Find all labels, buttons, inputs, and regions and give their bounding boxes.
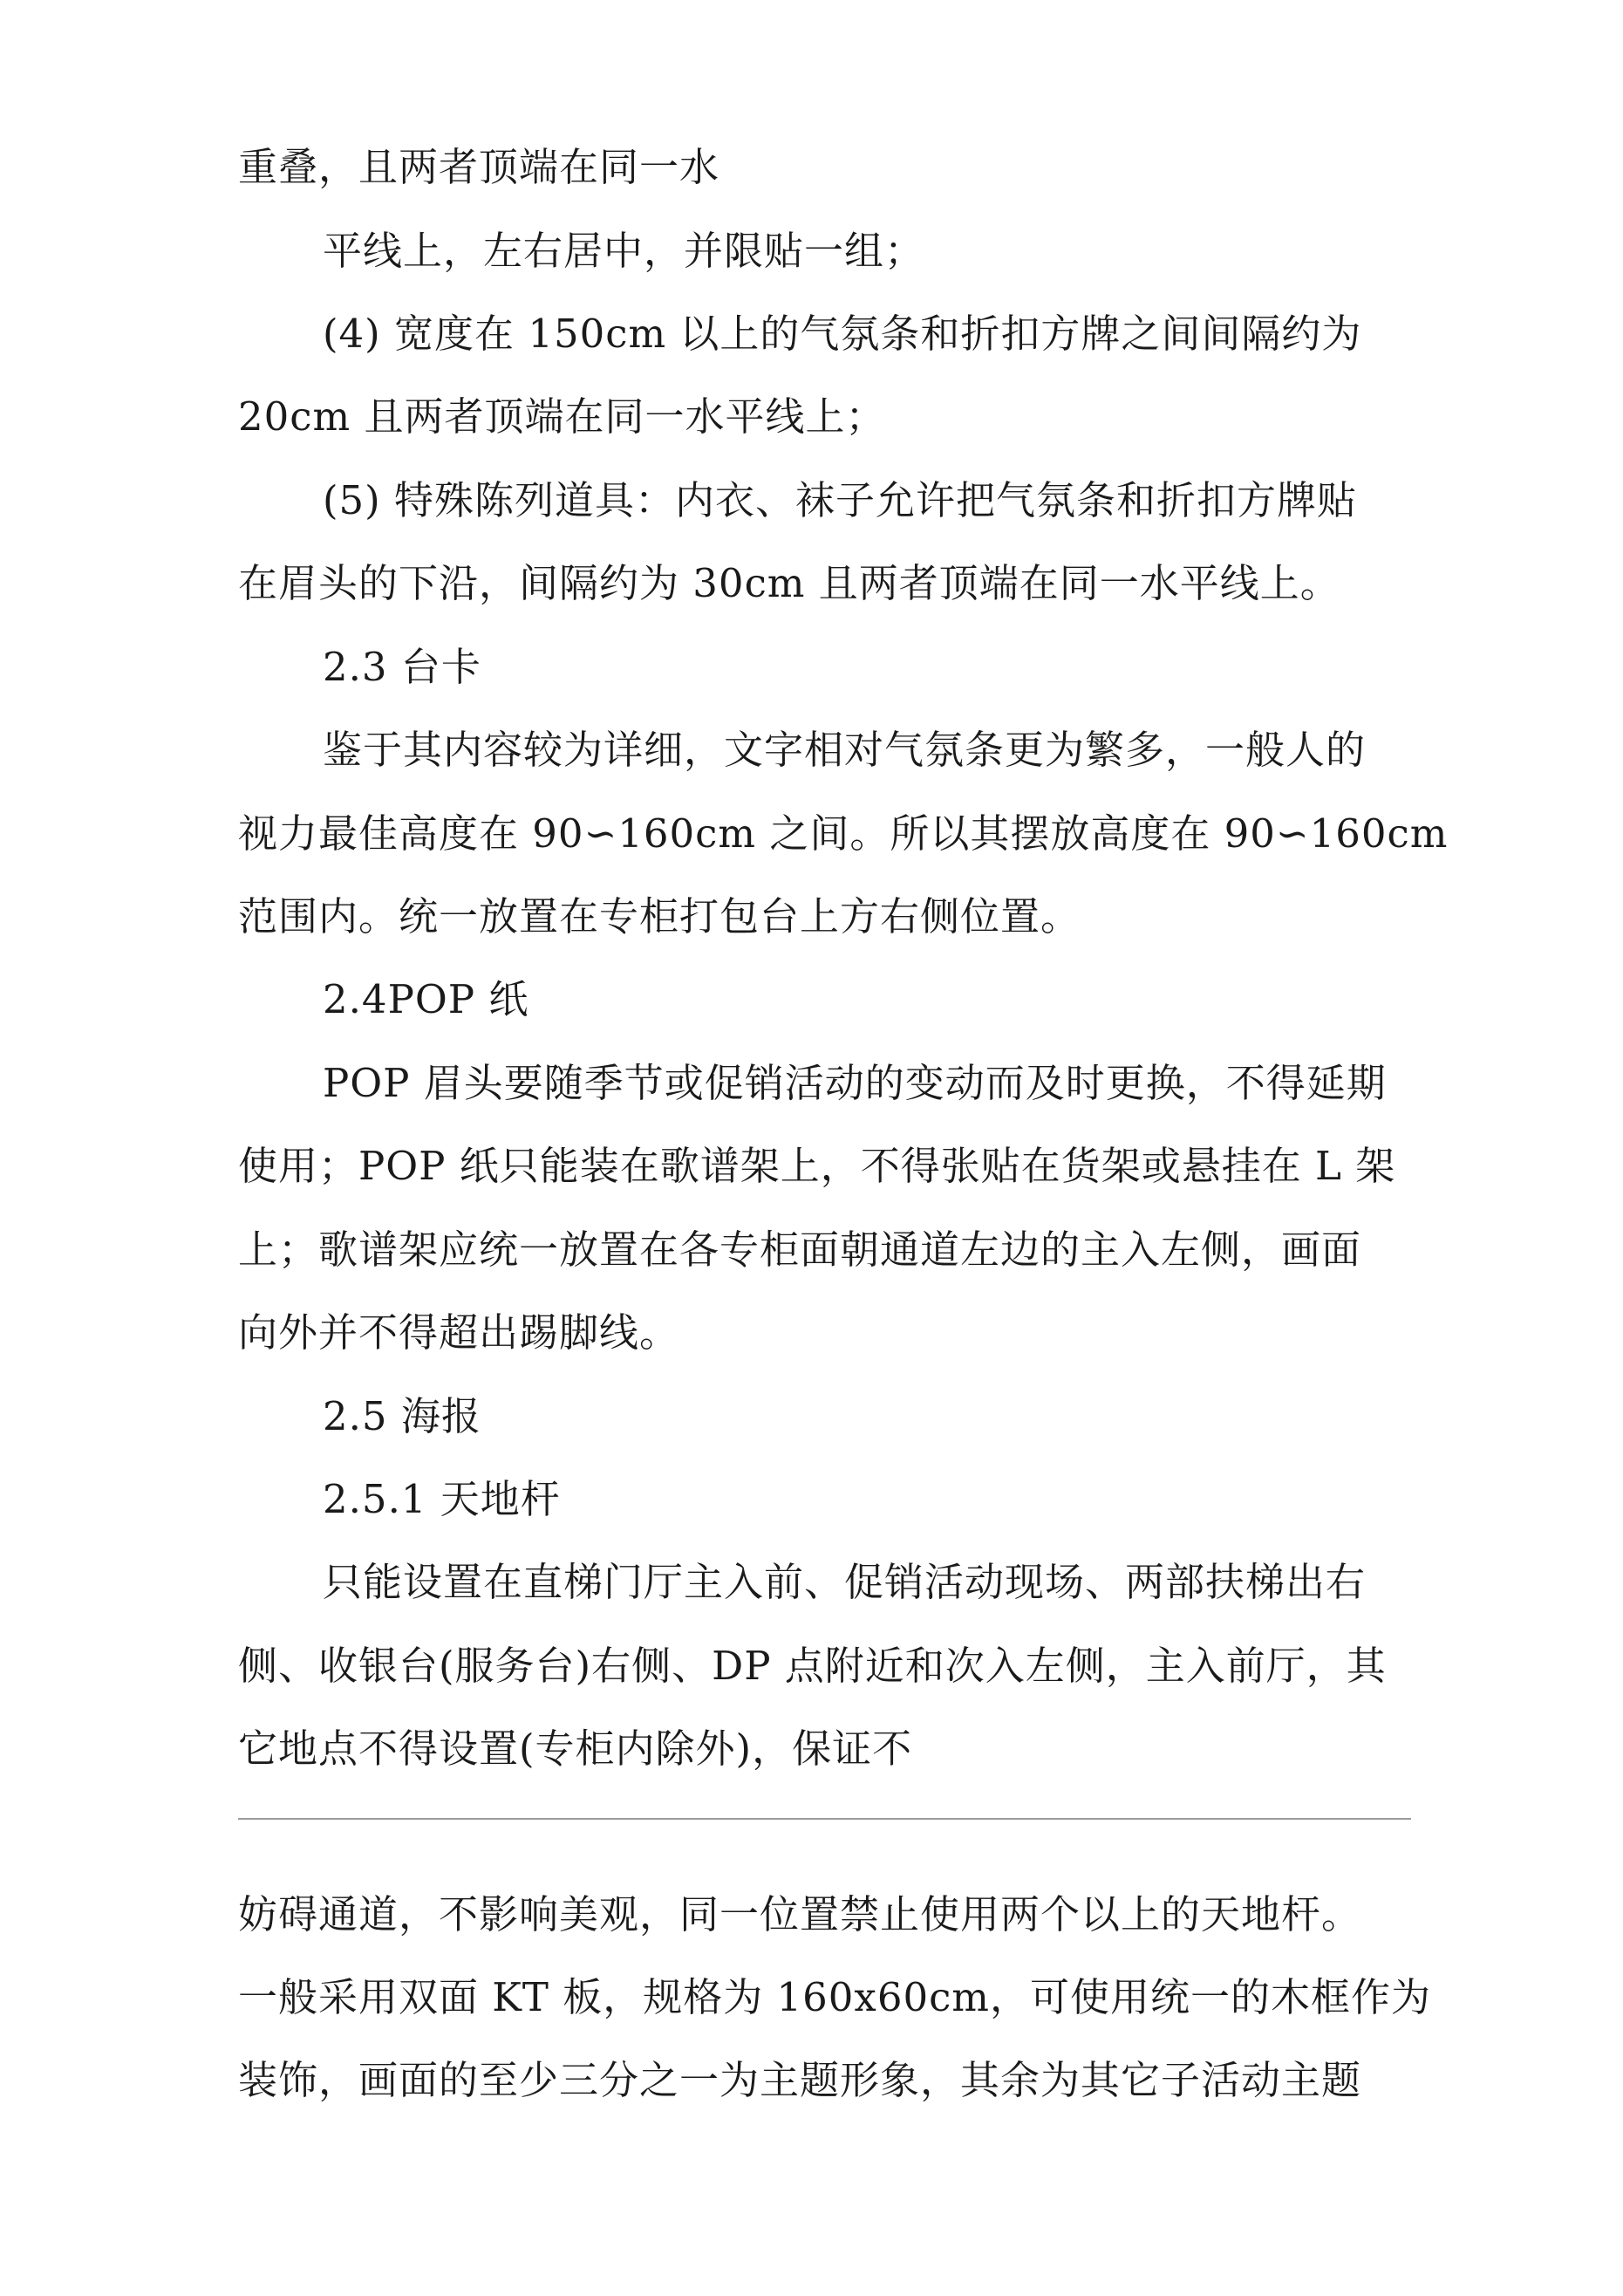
- text-line: 妨碍通道，不影响美观，同一位置禁止使用两个以上的天地杆。: [238, 1891, 1362, 1937]
- text-line: 鉴于其内容较为详细，文字相对气氛条更为繁多，一般人的: [323, 727, 1367, 773]
- text-line: 视力最佳高度在 90∽160cm 之间。所以其摆放高度在 90∽160cm: [238, 810, 1449, 857]
- page-divider: [238, 1818, 1411, 1820]
- text-line: 侧、收银台(服务台)右侧、DP 点附近和次入左侧，主入前厅，其: [238, 1643, 1387, 1689]
- text-line: (5) 特殊陈列道具：内衣、袜子允许把气氛条和折扣方牌贴: [323, 477, 1358, 523]
- section-heading: 2.4POP 纸: [323, 976, 529, 1022]
- text-line: 上；歌谱架应统一放置在各专柜面朝通道左边的主入左侧，画面: [238, 1227, 1362, 1273]
- section-heading: 2.5.1 天地杆: [323, 1476, 561, 1522]
- text-line: 范围内。统一放置在专柜打包台上方右侧位置。: [238, 893, 1081, 940]
- text-line: 它地点不得设置(专柜内除外)，保证不: [238, 1725, 913, 1772]
- text-line: 使用；POP 纸只能装在歌谱架上，不得张贴在货架或悬挂在 L 架: [238, 1143, 1396, 1189]
- text-line: 向外并不得超出踢脚线。: [238, 1309, 680, 1356]
- section-heading: 2.3 台卡: [323, 644, 481, 690]
- text-line: POP 眉头要随季节或促销活动的变动而及时更换，不得延期: [323, 1060, 1387, 1106]
- text-line: 只能设置在直梯门厅主入前、促销活动现场、两部扶梯出右: [323, 1559, 1367, 1605]
- text-line: 在眉头的下沿，间隔约为 30cm 且两者顶端在同一水平线上。: [238, 560, 1340, 606]
- text-line: 装饰，画面的至少三分之一为主题形象，其余为其它子活动主题: [238, 2057, 1362, 2103]
- text-line: 重叠，且两者顶端在同一水: [238, 144, 720, 190]
- text-line: 平线上，左右居中，并限贴一组；: [323, 228, 925, 274]
- text-line: (4) 宽度在 150cm 以上的气氛条和折扣方牌之间间隔约为: [323, 311, 1362, 357]
- text-line: 一般采用双面 KT 板，规格为 160x60cm，可使用统一的木框作为: [238, 1974, 1431, 2020]
- section-heading: 2.5 海报: [323, 1393, 481, 1439]
- text-line: 20cm 且两者顶端在同一水平线上；: [238, 393, 886, 440]
